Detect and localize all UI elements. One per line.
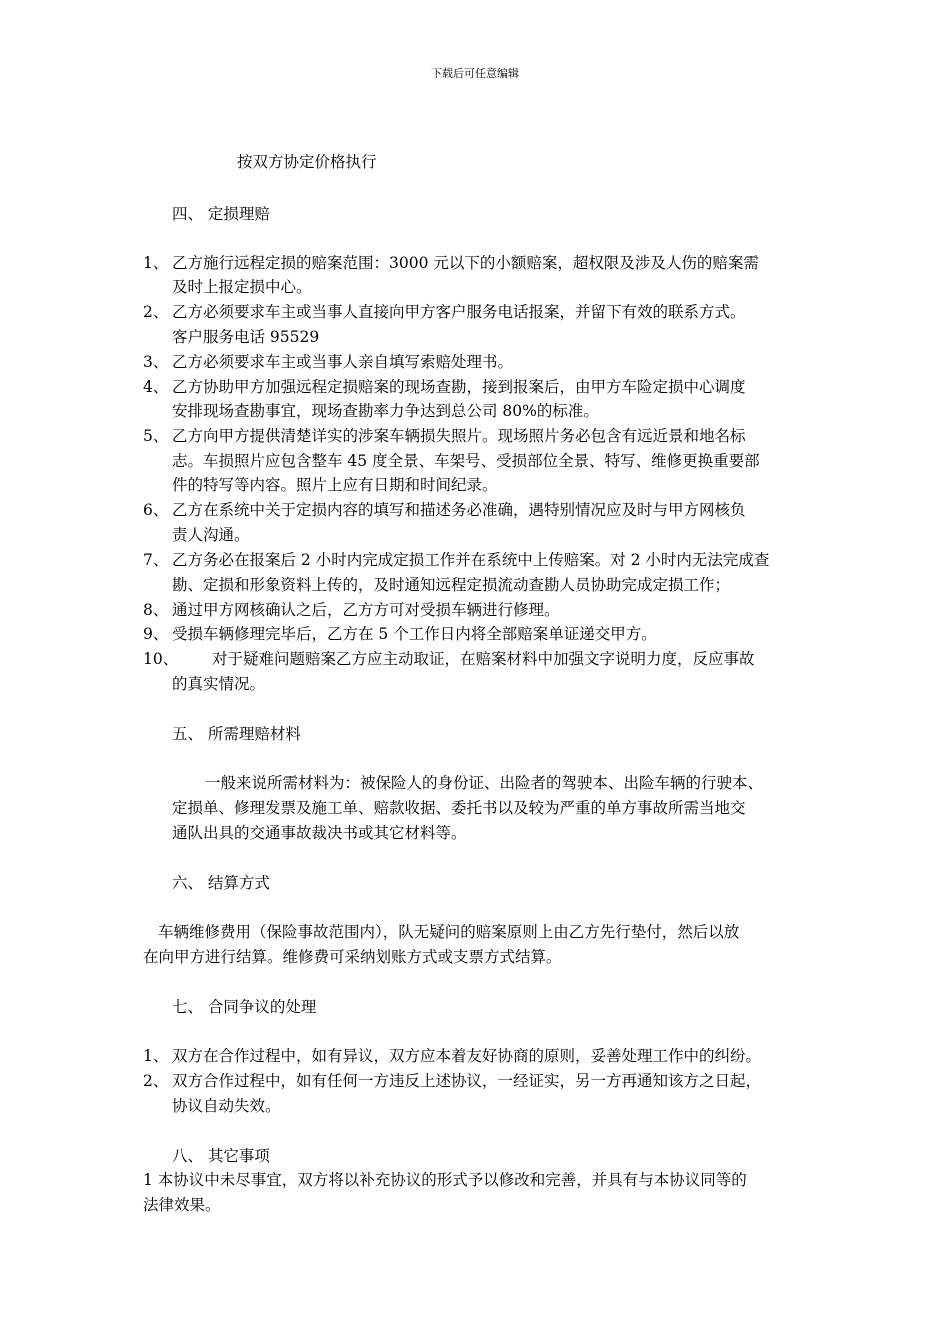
list-item-line: 对于疑难问题赔案乙方应主动取证，在赔案材料中加强文字说明力度，反应事故	[212, 650, 755, 668]
paragraph-line: 在向甲方进行结算。维修费可采纳划账方式或支票方式结算。	[143, 948, 562, 966]
list-item-line: 乙方务必在报案后 2 小时内完成定损工作并在系统中上传赔案。对 2 小时内无法完成查	[172, 551, 770, 569]
list-item-line: 双方合作过程中，如有任何一方违反上述协议，一经证实，另一方再通知该方之日起，	[172, 1072, 762, 1090]
list-item-line: 双方在合作过程中，如有异议，双方应本着友好协商的原则，妥善处理工作中的纠纷。	[172, 1047, 762, 1065]
list-item-number: 4、	[143, 378, 169, 396]
list-item-number: 7、	[143, 551, 169, 569]
page-header: 下载后可任意编辑	[431, 67, 519, 80]
list-item-number: 6、	[143, 501, 169, 519]
paragraph-line: 1 本协议中未尽事宜，双方将以补充协议的形式予以修改和完善，并具有与本协议同等的	[143, 1171, 747, 1189]
list-item-line: 乙方必须要求车主或当事人直接向甲方客户服务电话报案，并留下有效的联系方式。	[172, 303, 746, 321]
list-item-number: 1、	[143, 254, 169, 272]
list-item-number: 9、	[143, 625, 169, 643]
list-item-line: 志。车损照片应包含整车 45 度全景、车架号、受损部位全景、特写、维修更换重要部	[172, 452, 760, 470]
list-item-number: 2、	[143, 1072, 169, 1090]
paragraph-line: 通队出具的交通事故裁决书或其它材料等。	[172, 824, 467, 842]
paragraph-line: 定损单、修理发票及施工单、赔款收据、委托书以及较为严重的单方事故所需当地交	[172, 799, 746, 817]
list-item-line: 乙方在系统中关于定损内容的填写和描述务必准确，遇特别情况应及时与甲方网核负	[172, 501, 746, 519]
list-item-line: 协议自动失效。	[172, 1097, 281, 1115]
list-item-line: 责人沟通。	[172, 526, 250, 544]
list-item-line: 乙方向甲方提供清楚详实的涉案车辆损失照片。现场照片务必包含有远近景和地名标	[172, 427, 746, 445]
section-heading-7: 七、 合同争议的处理	[172, 998, 317, 1016]
list-item-line: 乙方协助甲方加强远程定损赔案的现场查勘，接到报案后，由甲方车险定损中心调度	[172, 378, 746, 396]
section-heading-5: 五、 所需理赔材料	[172, 725, 301, 743]
list-item-number: 2、	[143, 303, 169, 321]
list-item-number: 1、	[143, 1047, 169, 1065]
paragraph-line: 一般来说所需材料为：被保险人的身份证、出险者的驾驶本、出险车辆的行驶本、	[205, 774, 764, 792]
list-item-number: 3、	[143, 353, 169, 371]
paragraph-line: 法律效果。	[143, 1196, 221, 1214]
list-item-line: 乙方施行远程定损的赔案范围：3000 元以下的小额赔案，超权限及涉及人伤的赔案需	[172, 254, 759, 272]
list-item-line: 受损车辆修理完毕后，乙方在 5 个工作日内将全部赔案单证递交甲方。	[172, 625, 657, 643]
list-item-line: 件的特写等内容。照片上应有日期和时间纪录。	[172, 476, 498, 494]
list-item-line: 的真实情况。	[172, 675, 266, 693]
list-item-line: 安排现场查勘事宜，现场查勘率力争达到总公司 80%的标准。	[172, 402, 599, 420]
list-item-number: 5、	[143, 427, 169, 445]
list-item-line: 勘、定损和形象资料上传的，及时通知远程定损流动查勘人员协助完成定损工作；	[172, 576, 731, 594]
list-item-line: 及时上报定损中心。	[172, 278, 312, 296]
section-heading-6: 六、 结算方式	[172, 874, 270, 892]
list-item-line: 客户服务电话 95529	[172, 328, 320, 346]
list-item-line: 乙方必须要求车主或当事人亲自填写索赔处理书。	[172, 353, 514, 371]
list-item-number: 10、	[143, 650, 179, 668]
intro-line: 按双方协定价格执行	[237, 153, 377, 171]
list-item-number: 8、	[143, 601, 169, 619]
list-item-line: 通过甲方网核确认之后，乙方方可对受损车辆进行修理。	[172, 601, 560, 619]
paragraph-line: 车辆维修费用（保险事故范围内），队无疑问的赔案原则上由乙方先行垫付，然后以放	[158, 923, 740, 941]
section-heading-4: 四、 定损理赔	[172, 205, 270, 223]
section-heading-8: 八、 其它事项	[172, 1147, 270, 1165]
